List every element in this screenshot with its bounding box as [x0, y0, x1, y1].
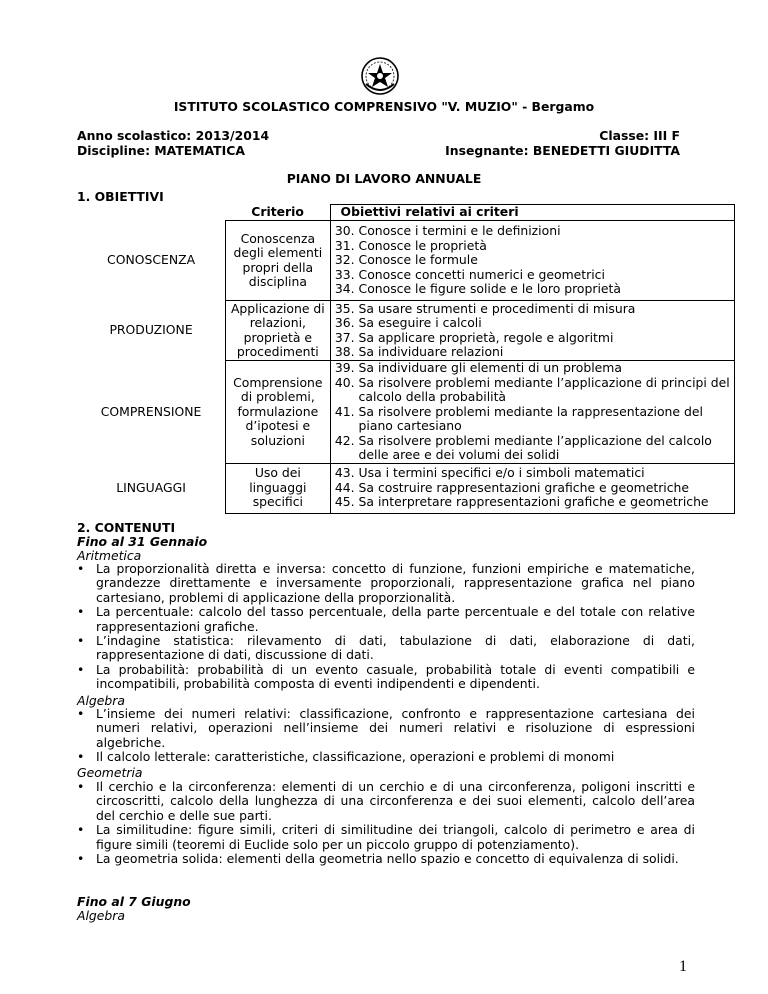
subjects-label: Discipline: MATEMATICA: [77, 143, 245, 158]
section-contents-title: 2. CONTENUTI: [77, 520, 176, 535]
area-label: LINGUAGGI: [116, 479, 186, 495]
list-item: • L’indagine statistica: rilevamento di dati, tabulazione di dati, elaborazione di dati, rappresentazione di dati, discussione di dati.: [77, 633, 695, 663]
table-row: [77, 301, 735, 361]
list-item: • La proporzionalità diretta e inversa: concetto di funzione, funzioni empiriche e matematiche, grandezze direttamente e inversamente proporzionali, rappresentazione grafica nel piano cartesiano, problemi di applicazione della proporzionalità.: [77, 561, 695, 605]
area-label: CONOSCENZA: [107, 252, 196, 268]
table-row: [77, 221, 735, 301]
list-item: 39. Sa individuare gli elementi di un problema: [334, 360, 622, 375]
list-item: • L’insieme dei numeri relativi: classificazione, confronto e rappresentazione cartesiana dei numeri relativi, operazioni nell’insieme dei numeri relativi e risoluzione di espressioni algebriche.: [77, 706, 695, 750]
list-item: 35. Sa usare strumenti e procedimenti di misura: [334, 300, 636, 316]
list-item: 42. Sa risolvere problemi mediante l’applicazione del calcolo delle aree e dei volumi dei solidi: [334, 432, 712, 462]
list-item: 33. Conosce concetti numerici e geometrici: [334, 266, 605, 282]
arithmetic-list: [77, 562, 695, 692]
objectives-table: [77, 204, 735, 514]
list-item: 40. Sa risolvere problemi mediante l’applicazione di principi del calcolo della probabilità: [334, 374, 730, 404]
section-objectives-title: 1. OBIETTIVI: [77, 189, 164, 204]
list-item: 37. Sa applicare proprietà, regole e algoritmi: [334, 329, 614, 345]
area-label: COMPRENSIONE: [100, 403, 202, 419]
republic-emblem-icon: [360, 56, 400, 96]
list-item: • Il calcolo letterale: caratteristiche, classificazione, operazioni e problemi di monomi: [77, 749, 615, 765]
institute-title: ISTITUTO SCOLASTICO COMPRENSIVO "V. MUZIO" - Bergamo: [173, 99, 595, 114]
list-item: • Il cerchio e la circonferenza: elementi di un cerchio e di una circonferenza, poligoni inscritti e circoscritti, calcolo della lunghezza di una circonferenza e dei suoi elementi, calcolo dell’area del cerchio e delle sue parti.: [77, 779, 695, 823]
list-item: 45. Sa interpretare rappresentazioni grafiche e geometriche: [334, 494, 709, 510]
geometry-list: [77, 780, 695, 866]
list-item: 36. Sa eseguire i calcoli: [334, 315, 482, 330]
list-item: • La probabilità: probabilità di un evento casuale, probabilità totale di eventi compatibili e incompatibili, probabilità composta di eventi indipendenti e dipendenti.: [77, 661, 695, 692]
criterion-cell: Uso dei linguaggi specifici: [226, 463, 330, 513]
objectives-header: Obiettivi relativi ai criteri: [330, 205, 734, 221]
list-item: 43. Usa i termini specifici e/o i simboli matematici: [334, 465, 645, 481]
list-item: 31. Conosce le proprietà: [334, 237, 487, 253]
plan-title: PIANO DI LAVORO ANNUALE: [286, 171, 482, 186]
criterion-cell: Conoscenza degli elementi propri della disciplina: [226, 221, 330, 301]
list-item: 38. Sa individuare relazioni: [334, 344, 504, 359]
class-label: Classe: III F: [599, 128, 680, 143]
school-year: Anno scolastico: 2013/2014: [77, 128, 270, 143]
table-row: [77, 361, 735, 464]
list-item: • La percentuale: calcolo del tasso percentuale, della parte percentuale e del totale con relative rappresentazioni grafiche.: [77, 604, 695, 634]
list-item: 32. Conosce le formule: [334, 252, 478, 268]
category-algebra-2: Algebra: [77, 908, 125, 923]
algebra-list: [77, 707, 695, 765]
criterion-cell: Applicazione di relazioni, proprietà e procedimenti: [226, 301, 330, 361]
page-number: 1: [679, 958, 687, 975]
list-item: 41. Sa risolvere problemi mediante la rappresentazione del piano cartesiano: [334, 403, 703, 433]
list-item: 34. Conosce le figure solide e le loro proprietà: [334, 281, 621, 297]
area-label: PRODUZIONE: [109, 322, 193, 338]
list-item: • La similitudine: figure simili, criteri di similitudine dei triangoli, calcolo di perimetro e area di figure simili (teoremi di Euclide solo per un piccolo gruppo di potenziamento).: [77, 822, 695, 852]
list-item: • La geometria solida: elementi della geometria nello spazio e concetto di equivalenza di solidi.: [77, 851, 679, 867]
category-geometry: Geometria: [77, 765, 143, 780]
category-algebra: Algebra: [77, 693, 125, 708]
category-arithmetic: Aritmetica: [77, 548, 142, 563]
teacher-label: Insegnante: BENEDETTI GIUDITTA: [445, 143, 680, 158]
list-item: 44. Sa costruire rappresentazioni grafiche e geometriche: [334, 479, 690, 495]
period-title-2: Fino al 7 Giugno: [77, 894, 191, 909]
criterion-cell: Comprensione di problemi, formulazione d’ipotesi e soluzioni: [226, 361, 330, 464]
table-row: [77, 463, 735, 513]
period-title: Fino al 31 Gennaio: [77, 534, 208, 549]
criterion-header: Criterio: [251, 204, 304, 219]
list-item: 30. Conosce i termini e le definizioni: [334, 223, 561, 239]
